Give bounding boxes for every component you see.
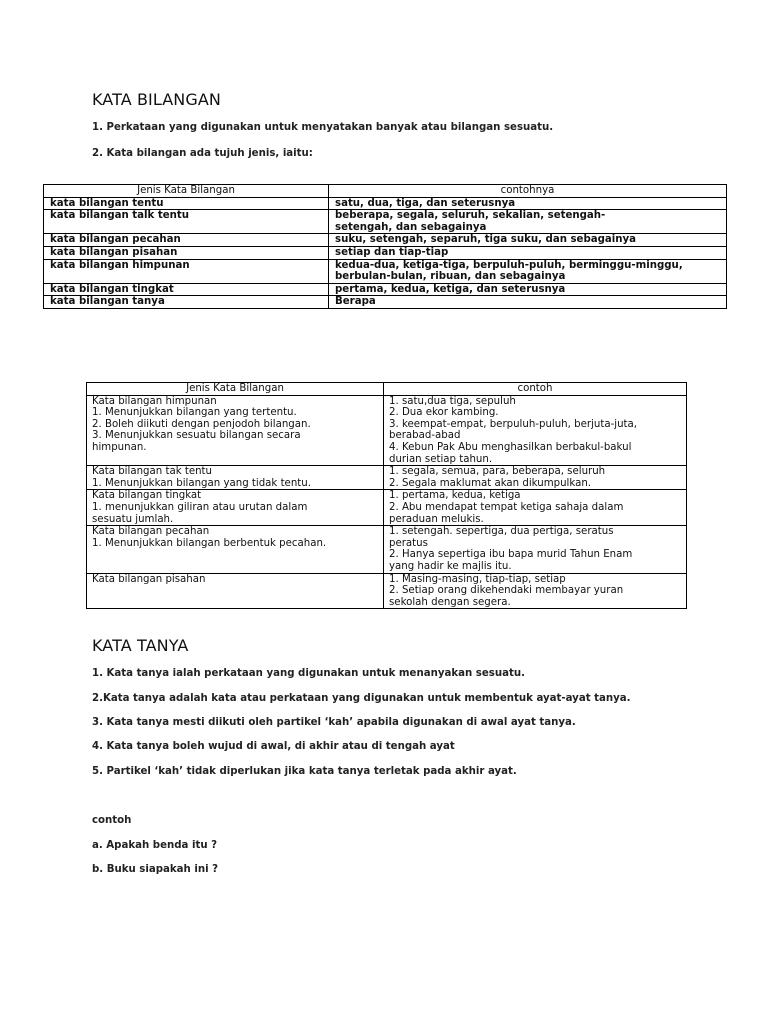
cell-line: kata bilangan pecahan <box>50 234 181 246</box>
cell-line: 1. Masing-masing, tiap-tiap, setiap <box>389 573 566 585</box>
cell-line: kedua-dua, ketiga-tiga, berpuluh-puluh, berminggu-minggu, <box>335 259 683 271</box>
jenis-cell <box>87 526 384 573</box>
table-jenis-kata-bilangan <box>43 184 727 309</box>
cell-line: kata bilangan tanya <box>50 296 165 308</box>
jenis-cell <box>87 573 384 609</box>
jenis-cell <box>44 283 329 296</box>
table-header-cell: contoh <box>384 383 687 396</box>
contoh-cell <box>329 246 727 259</box>
cell-line: Kata bilangan pisahan <box>92 573 206 585</box>
cell-line: kata bilangan talk tentu <box>50 210 190 222</box>
cell-line: 2. Setiap orang dikehendaki membayar yuran <box>389 585 624 597</box>
contoh-cell <box>384 490 687 526</box>
table-row <box>87 490 687 526</box>
kata-tanya-point-3: 3. Kata tanya mesti diikuti oleh partikel ‘kah’ apabila digunakan di awal ayat tanya. <box>92 717 576 728</box>
jenis-cell <box>44 259 329 283</box>
cell-line: 1. Menunjukkan bilangan berbentuk pecahan. <box>92 537 327 549</box>
cell-line: satu, dua, tiga, dan seterusnya <box>335 197 516 209</box>
cell-line: 4. Kebun Pak Abu menghasilkan berbakul-bakul <box>389 441 632 453</box>
cell-line: Berapa <box>335 296 376 308</box>
cell-line: 1. satu,dua tiga, sepuluh <box>389 395 516 407</box>
cell-line: 2. Boleh diikuti dengan penjodoh bilangan. <box>92 418 311 430</box>
cell-line: Kata bilangan pecahan <box>92 526 210 538</box>
kata-bilangan-point-1: 1. Perkataan yang digunakan untuk menyatakan banyak atau bilangan sesuatu. <box>92 122 554 133</box>
cell-line: 1. Menunjukkan bilangan yang tidak tentu. <box>92 477 311 489</box>
cell-line: berabad-abad <box>389 430 461 442</box>
table-row <box>44 246 727 259</box>
cell-line: 3. keempat-empat, berpuluh-puluh, berjuta-juta, <box>389 418 638 430</box>
cell-line: kata bilangan himpunan <box>50 259 190 271</box>
table-row <box>44 259 727 283</box>
cell-line: kata bilangan tingkat <box>50 283 174 295</box>
cell-line: 1. segala, semua, para, beberapa, seluruh <box>389 466 606 478</box>
cell-line: sekolah dengan segera. <box>389 596 511 608</box>
kata-tanya-point-1: 1. Kata tanya ialah perkataan yang digunakan untuk menanyakan sesuatu. <box>92 668 525 679</box>
kata-tanya-point-5: 5. Partikel ‘kah’ tidak diperlukan jika kata tanya terletak pada akhir ayat. <box>92 766 517 777</box>
contoh-cell <box>384 395 687 466</box>
contoh-cell <box>329 259 727 283</box>
cell-line: 1. setengah. sepertiga, dua pertiga, seratus <box>389 526 614 538</box>
cell-line: setengah, dan sebagainya <box>335 221 487 233</box>
example-b: b. Buku siapakah ini ? <box>92 864 219 875</box>
cell-line: sesuatu jumlah. <box>92 513 174 525</box>
cell-line: peratus <box>389 537 428 549</box>
cell-line: berbulan-bulan, ribuan, dan sebagainya <box>335 271 566 283</box>
table-header-cell: Jenis Kata Bilangan <box>87 383 384 396</box>
example-label: contoh <box>92 815 132 826</box>
contoh-cell <box>329 210 727 234</box>
contoh-cell <box>384 526 687 573</box>
cell-line: kata bilangan pisahan <box>50 246 178 258</box>
contoh-cell <box>384 573 687 609</box>
table-header-row <box>87 383 687 396</box>
cell-line: 2. Abu mendapat tempat ketiga sahaja dalam <box>389 501 624 513</box>
cell-line: himpunan. <box>92 441 147 453</box>
jenis-cell <box>44 197 329 210</box>
table-jenis-kata-bilangan-contoh <box>86 382 687 609</box>
cell-line: peraduan melukis. <box>389 513 484 525</box>
cell-line: 2. Segala maklumat akan dikumpulkan. <box>389 477 592 489</box>
cell-line: 3. Menunjukkan sesuatu bilangan secara <box>92 430 301 442</box>
cell-line: durian setiap tahun. <box>389 453 493 465</box>
example-a: a. Apakah benda itu ? <box>92 840 218 851</box>
table-header-cell: Jenis Kata Bilangan <box>44 185 329 198</box>
cell-line: 2. Hanya sepertiga ibu bapa murid Tahun Enam <box>389 549 633 561</box>
cell-line: pertama, kedua, ketiga, dan seterusnya <box>335 283 566 295</box>
jenis-cell <box>87 395 384 466</box>
table-row <box>44 283 727 296</box>
table-header-row <box>44 185 727 198</box>
table-row <box>44 197 727 210</box>
cell-line: 1. Menunjukkan bilangan yang tertentu. <box>92 407 297 419</box>
table-row <box>44 234 727 247</box>
table-row <box>87 573 687 609</box>
table-header-cell: contohnya <box>329 185 727 198</box>
contoh-cell <box>329 197 727 210</box>
table-row <box>44 210 727 234</box>
table-row <box>44 296 727 309</box>
cell-line: Kata bilangan tak tentu <box>92 466 212 478</box>
cell-line: setiap dan tiap-tiap <box>335 246 449 258</box>
jenis-cell <box>87 490 384 526</box>
cell-line: Kata bilangan tingkat <box>92 490 202 502</box>
cell-line: beberapa, segala, seluruh, sekalian, setengah- <box>335 210 606 222</box>
cell-line: 2. Dua ekor kambing. <box>389 407 499 419</box>
contoh-cell <box>329 234 727 247</box>
jenis-cell <box>87 466 384 490</box>
table-row <box>87 395 687 466</box>
jenis-cell <box>44 210 329 234</box>
jenis-cell <box>44 234 329 247</box>
kata-bilangan-point-2: 2. Kata bilangan ada tujuh jenis, iaitu: <box>92 148 313 159</box>
jenis-cell <box>44 246 329 259</box>
table-row <box>87 466 687 490</box>
cell-line: 1. menunjukkan giliran atau urutan dalam <box>92 501 308 513</box>
contoh-cell <box>329 296 727 309</box>
jenis-cell <box>44 296 329 309</box>
cell-line: Kata bilangan himpunan <box>92 395 217 407</box>
section-title-kata-tanya: KATA TANYA <box>92 636 189 655</box>
table-row <box>87 526 687 573</box>
cell-line: kata bilangan tentu <box>50 197 164 209</box>
cell-line: yang hadir ke majlis itu. <box>389 560 512 572</box>
kata-tanya-point-4: 4. Kata tanya boleh wujud di awal, di akhir atau di tengah ayat <box>92 741 455 752</box>
contoh-cell <box>384 466 687 490</box>
section-title-kata-bilangan: KATA BILANGAN <box>92 90 221 109</box>
cell-line: 1. pertama, kedua, ketiga <box>389 490 521 502</box>
contoh-cell <box>329 283 727 296</box>
cell-line: suku, setengah, separuh, tiga suku, dan sebagainya <box>335 234 637 246</box>
kata-tanya-point-2: 2.Kata tanya adalah kata atau perkataan yang digunakan untuk membentuk ayat-ayat tanya. <box>92 693 631 704</box>
